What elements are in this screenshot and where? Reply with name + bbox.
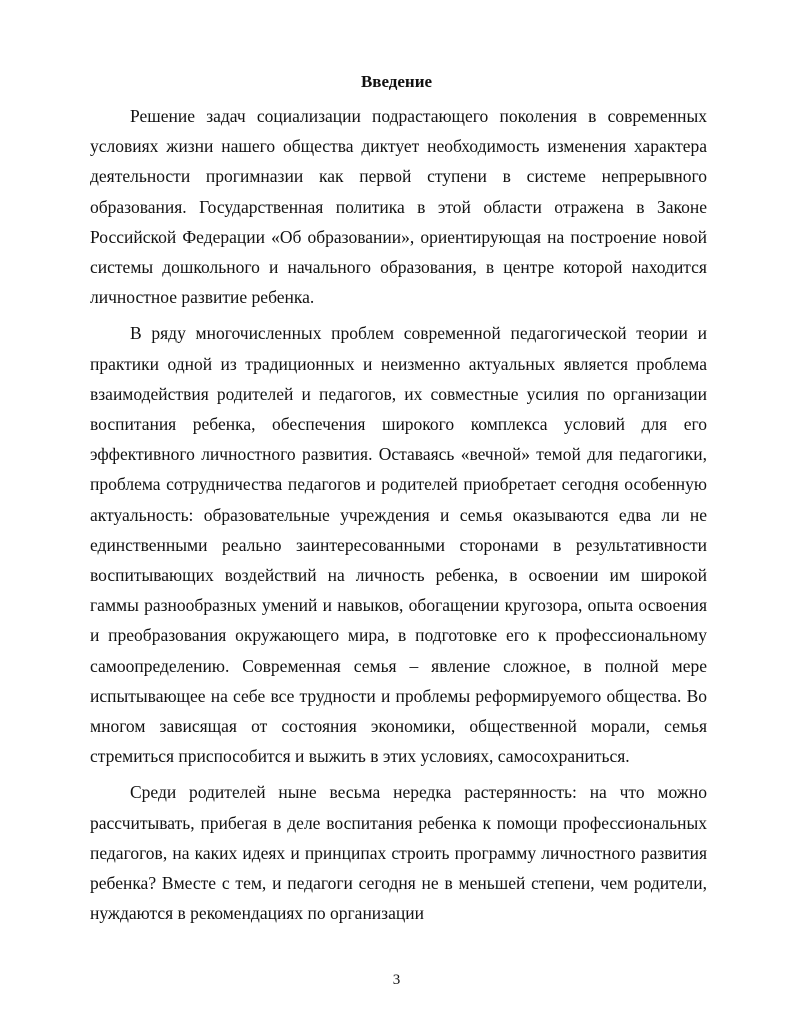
- paragraph-2: В ряду многочисленных проблем современной педагогической теории и практики одной из традиционных и неизменно актуальных является проблема взаимодействия родителей и педагогов, их совместные усилия по организации воспитания ребенка, обеспечения широкого комплекса условий для его эффективного личностного развития. Оставаясь «вечной» темой для педагогики, проблема сотрудничества педагогов и родителей приобретает сегодня особенную актуальность: образовательные учреждения и семья оказываются едва ли не единственными реально заинтересованными сторонами в результативности воспитывающих воздействий на личность ребенка, в освоении им широкой гаммы разнообразных умений и навыков, обогащении кругозора, опыта освоения и преобразования окружающего мира, в подготовке его к профессиональному самоопределению. Современная семья – явление сложное, в полной мере испытывающее на себе все трудности и проблемы реформируемого общества. Во многом зависящая от состояния экономики, общественной морали, семья стремиться приспособится и выжить в этих условиях, самосохраниться.: [90, 323, 707, 767]
- paragraph-1: Решение задач социализации подрастающего поколения в современных условиях жизни нашего общества диктует необходимость изменения характера деятельности прогимназии как первой ступени в системе непрерывного образования. Государственная политика в этой области отражена в Законе Российской Федерации «Об образовании», ориентирующая на построение новой системы дошкольного и начального образования, в центре которой находится личностное развитие ребенка.: [90, 106, 707, 308]
- page-number: 3: [392, 972, 401, 988]
- section-title: Введение: [360, 72, 433, 91]
- body-text: [90, 101, 707, 928]
- paragraph-3: Среди родителей ныне весьма нередка растерянность: на что можно рассчитывать, прибегая в деле воспитания ребенка к помощи профессиональных педагогов, на каких идеях и принципах строить программу личностного развития ребенка? Вместе с тем, и педагоги сегодня не в меньшей степени, чем родители, нуждаются в рекомендациях по организации: [90, 782, 707, 924]
